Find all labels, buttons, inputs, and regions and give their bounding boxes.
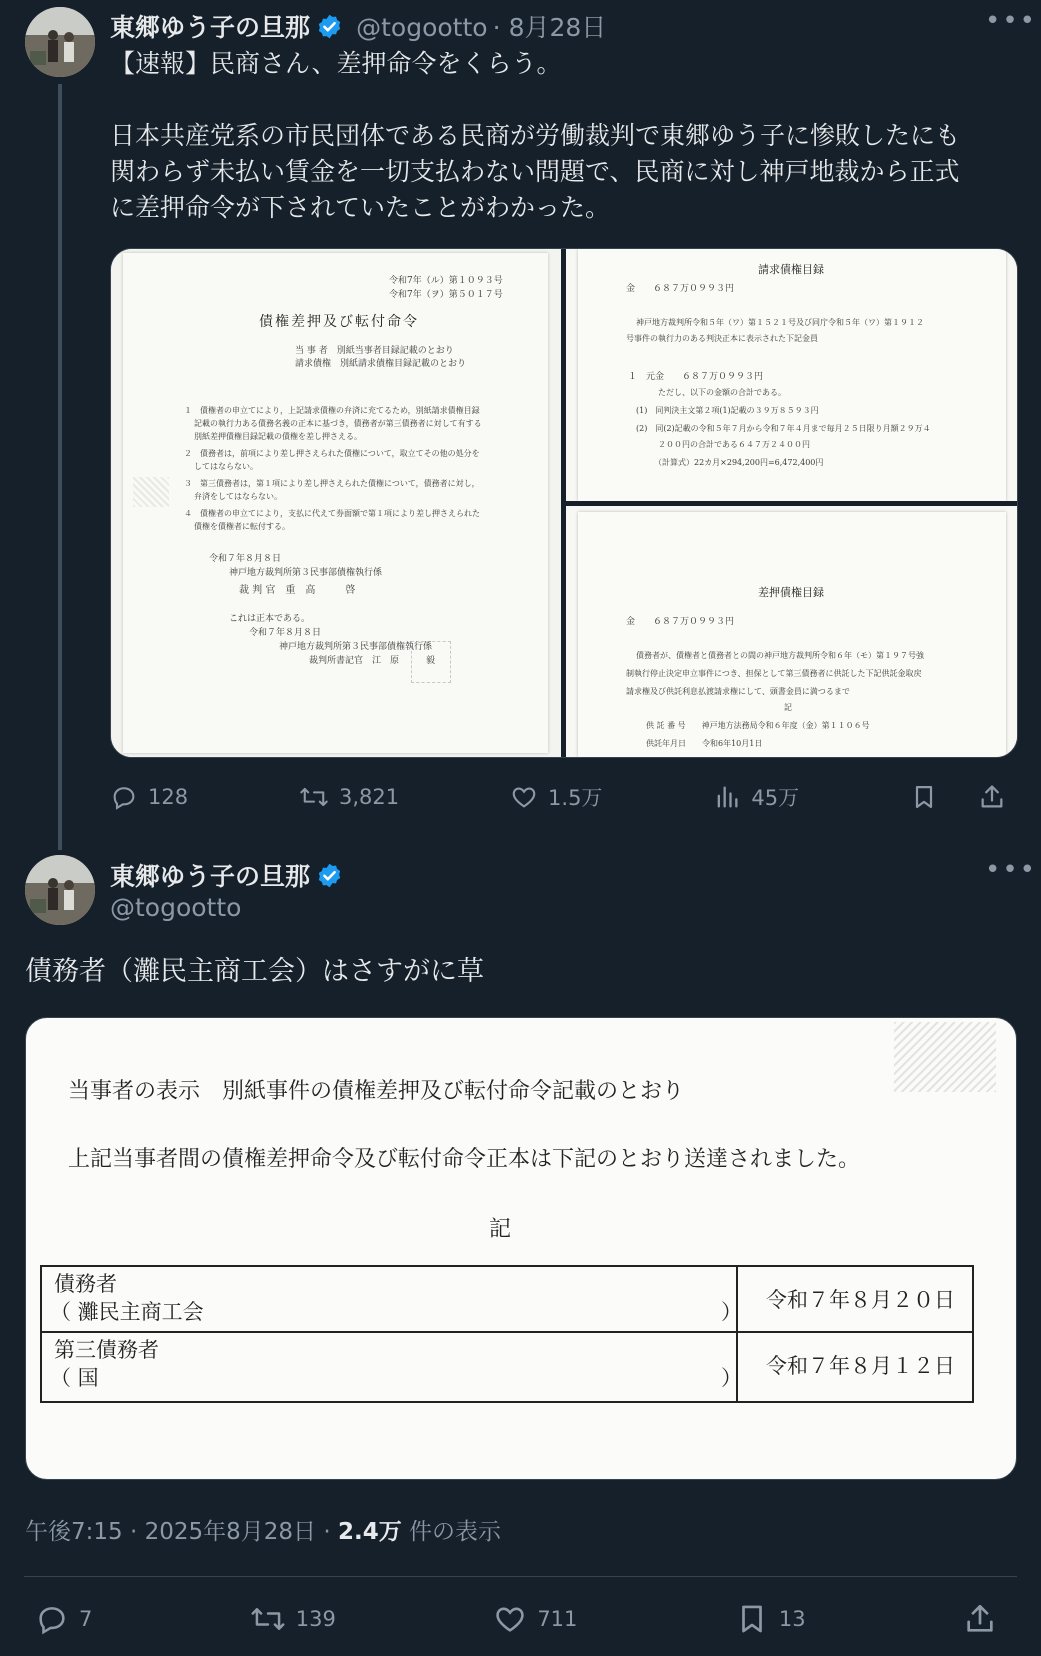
doc-para-2b: してはならない。 <box>194 462 258 471</box>
seized-line-4: 記 <box>784 703 792 712</box>
verified-badge-icon <box>316 862 343 889</box>
retweet-icon <box>299 783 329 811</box>
reply-button[interactable] <box>35 1602 92 1636</box>
doc-judge: 裁 判 官 重 高 啓 <box>239 585 356 596</box>
row1-label: 債務者 <box>54 1272 117 1296</box>
doc-para-3: ３ 第三債務者は，第１項により差し押さえられた債権について，債務者に対し， <box>184 479 480 488</box>
bookmark-count: 13 <box>778 1607 806 1631</box>
doc-title: 債権差押及び転付命令 <box>259 314 419 330</box>
seized-line-2: 制執行停止決定申立事件につき、担保として第三債務者に供託した下記供託金取戻 <box>626 669 922 678</box>
claim-amount: 金 ６８７万０９９３円 <box>626 284 735 294</box>
court-order-document-image[interactable] <box>111 249 561 757</box>
retweet-button[interactable] <box>299 783 399 811</box>
share-icon <box>963 1602 997 1636</box>
retweet-icon <box>250 1602 286 1636</box>
tweet-body: 日本共産党系の市民団体である民商が労働裁判で東郷ゆう子に惨敗したにも 関わらず未払い賃金を一切支払わない問題で、民商に対し神戸地裁から正式 に差押命令が下されていたことがわかった。 <box>110 121 961 222</box>
scan-ki-mark: 記 <box>489 1217 512 1242</box>
doc-parties: 当 事 者 別紙当事者目録記載のとおり <box>295 346 454 356</box>
tweet-action-bar <box>110 782 1016 812</box>
doc-certified: これは正本である。 <box>229 614 311 624</box>
scan-parties-line: 当事者の表示 別紙事件の債権差押及び転付命令記載のとおり <box>68 1079 685 1104</box>
retweet-count: 139 <box>295 1607 336 1631</box>
tweet-date[interactable]: 8月28日 <box>508 13 607 42</box>
row2-label: 第三債務者 <box>54 1338 159 1362</box>
thread-connector-line <box>58 84 62 850</box>
tweet-time[interactable]: 午後7:15 · 2025年8月28日 · <box>25 1519 338 1545</box>
analytics-icon <box>713 783 741 811</box>
tweet-timestamp-line <box>25 1513 501 1546</box>
avatar[interactable] <box>25 7 95 77</box>
more-options-icon[interactable]: ••• <box>985 855 1038 885</box>
doc-date-1: 令和７年８月８日 <box>209 554 282 564</box>
seized-line-3: 請求権及び供託利息払渡請求権にして、頭書金員に満つるまで <box>626 687 850 696</box>
doc-date-2: 令和７年８月８日 <box>249 628 322 638</box>
doc-case-number-2: 令和7年（ヲ）第５０１７号 <box>389 290 503 300</box>
seized-claim-title: 差押債権目録 <box>758 586 824 599</box>
reply-icon <box>35 1602 69 1636</box>
tweet-header: 東郷ゆう子の旦那 @togootto · 8月28日 <box>110 13 607 42</box>
like-button[interactable] <box>510 782 602 812</box>
claim-line-8: （計算式）22カ月×294,200円=6,472,400円 <box>654 458 824 467</box>
seal-stamp-icon <box>411 641 451 683</box>
claim-line-2: 号事件の執行力のある判決正本に表示された下記金員 <box>626 334 818 343</box>
reply-count: 128 <box>148 785 189 809</box>
doc-para-1b: 記載の執行力ある債務名義の正本に基づき，債務者が第三債務者に対して有する <box>194 419 482 428</box>
doc-para-3b: 弁済をしてはならない。 <box>194 492 282 501</box>
author-handle[interactable]: @togootto <box>356 13 488 42</box>
scan-service-line: 上記当事者間の債権差押命令及び転付命令正本は下記のとおり送達されました。 <box>68 1147 861 1172</box>
claim-line-7: ２００円の合計である６４７万２４００円 <box>658 440 810 449</box>
claim-list-title: 請求債権目録 <box>758 263 824 276</box>
tweet-action-bar <box>35 1602 1007 1636</box>
claim-line-5: (1) 同判決主文第２項(1)記載の３９万８５９３円 <box>636 406 819 415</box>
doc-claim: 請求債権 別紙請求債権目録記載のとおり <box>295 359 467 369</box>
doc-clerk: 裁判所書記官 江 原 毅 <box>309 656 436 666</box>
doc-case-number-1: 令和7年（ル）第１０９３号 <box>389 276 503 286</box>
heart-icon <box>493 1602 527 1636</box>
more-options-icon[interactable]: ••• <box>985 6 1038 36</box>
seal-stamp-icon <box>894 1022 996 1092</box>
tweet-view-count: 2.4万 <box>337 1519 402 1545</box>
share-button[interactable] <box>963 1602 1007 1636</box>
doc-para-1c: 別紙差押債権目録記載の債権を差し押さえる。 <box>194 432 362 441</box>
claim-line-1: 神戸地方裁判所令和５年（ワ）第１５２１号及び同庁令和５年（ワ）第１９１２ <box>636 318 924 327</box>
service-notice-document-image[interactable] <box>25 1017 1017 1480</box>
avatar[interactable] <box>25 855 95 925</box>
retweet-count: 3,821 <box>339 785 400 809</box>
row1-name: （ 灘民主商工会 <box>50 1300 204 1324</box>
row1-close: ） <box>721 1300 742 1324</box>
seized-line-5: 供 託 番 号 神戸地方法務局令和６年度（金）第１１０６号 <box>646 721 870 730</box>
divider <box>24 1576 1017 1577</box>
claim-line-6: (2) 同(2)記載の令和５年７月から令和７年４月まで毎月２５日限り月額２９万４ <box>636 424 931 433</box>
row2-date: 令和７年８月１２日 <box>766 1354 955 1378</box>
row1-date: 令和７年８月２０日 <box>766 1288 955 1312</box>
row2-close: ） <box>721 1366 742 1390</box>
reply-icon <box>110 783 138 811</box>
retweet-button[interactable] <box>250 1602 336 1636</box>
bookmark-button[interactable] <box>910 783 948 811</box>
seized-line-6: 供託年月日 令和6年10月1日 <box>646 739 763 748</box>
heart-icon <box>510 783 538 811</box>
like-button[interactable] <box>493 1602 577 1636</box>
tweet-media-grid[interactable] <box>110 248 1018 758</box>
doc-court-2: 神戸地方裁判所第３民事部債権執行係 <box>279 642 433 652</box>
share-icon <box>978 783 1006 811</box>
doc-para-1: １ 債権者の申立てにより，上記請求債権の弁済に充てるため，別紙請求債権目録 <box>184 406 480 415</box>
like-count: 711 <box>537 1607 578 1631</box>
verified-badge-icon <box>316 13 343 40</box>
tweet-headline: 【速報】民商さん、差押命令をくらう。 <box>110 49 562 78</box>
views-button[interactable] <box>713 782 799 812</box>
bookmark-icon <box>735 1602 769 1636</box>
tweet-view-label: 件の表示 <box>401 1519 502 1545</box>
reply-count: 7 <box>79 1607 93 1631</box>
claim-line-4: ただし、以下の金額の合計である。 <box>658 388 786 397</box>
author-name[interactable]: 東郷ゆう子の旦那 <box>110 13 311 42</box>
doc-para-2: ２ 債務者は，前項により差し押さえられた債権について，取立てその他の処分を <box>184 449 480 458</box>
reply-button[interactable] <box>110 783 188 811</box>
doc-para-4: ４ 債権者の申立てにより，支払に代えて券面額で第１項により差し押さえられた <box>184 509 480 518</box>
seized-line-1: 債務者が、債権者と債務者との間の神戸地方裁判所令和６年（モ）第１９７号強 <box>636 651 924 660</box>
row2-name: （ 国 <box>50 1366 99 1390</box>
like-count: 1.5万 <box>548 786 603 810</box>
claim-line-3: １ 元金 ６８７万０９９３円 <box>628 372 764 382</box>
punch-mark-icon <box>133 477 169 507</box>
author-handle[interactable]: @togootto <box>110 893 242 922</box>
claim-list-document-image[interactable] <box>566 249 1017 501</box>
author-name[interactable]: 東郷ゆう子の旦那 <box>110 862 311 891</box>
seized-claim-document-image[interactable] <box>566 506 1017 757</box>
bookmark-button[interactable] <box>735 1602 806 1636</box>
tweet-header <box>110 857 343 893</box>
bookmark-icon <box>910 783 938 811</box>
doc-para-4b: 債権を債権者に転付する。 <box>194 522 290 531</box>
doc-court-1: 神戸地方裁判所第３民事部債権執行係 <box>229 568 383 578</box>
view-count: 45万 <box>751 786 800 810</box>
tweet-body: 債務者（灘民主商工会）はさすがに草 <box>25 956 484 987</box>
seized-amount: 金 ６８７万０９９３円 <box>626 617 735 627</box>
share-button[interactable] <box>978 783 1016 811</box>
